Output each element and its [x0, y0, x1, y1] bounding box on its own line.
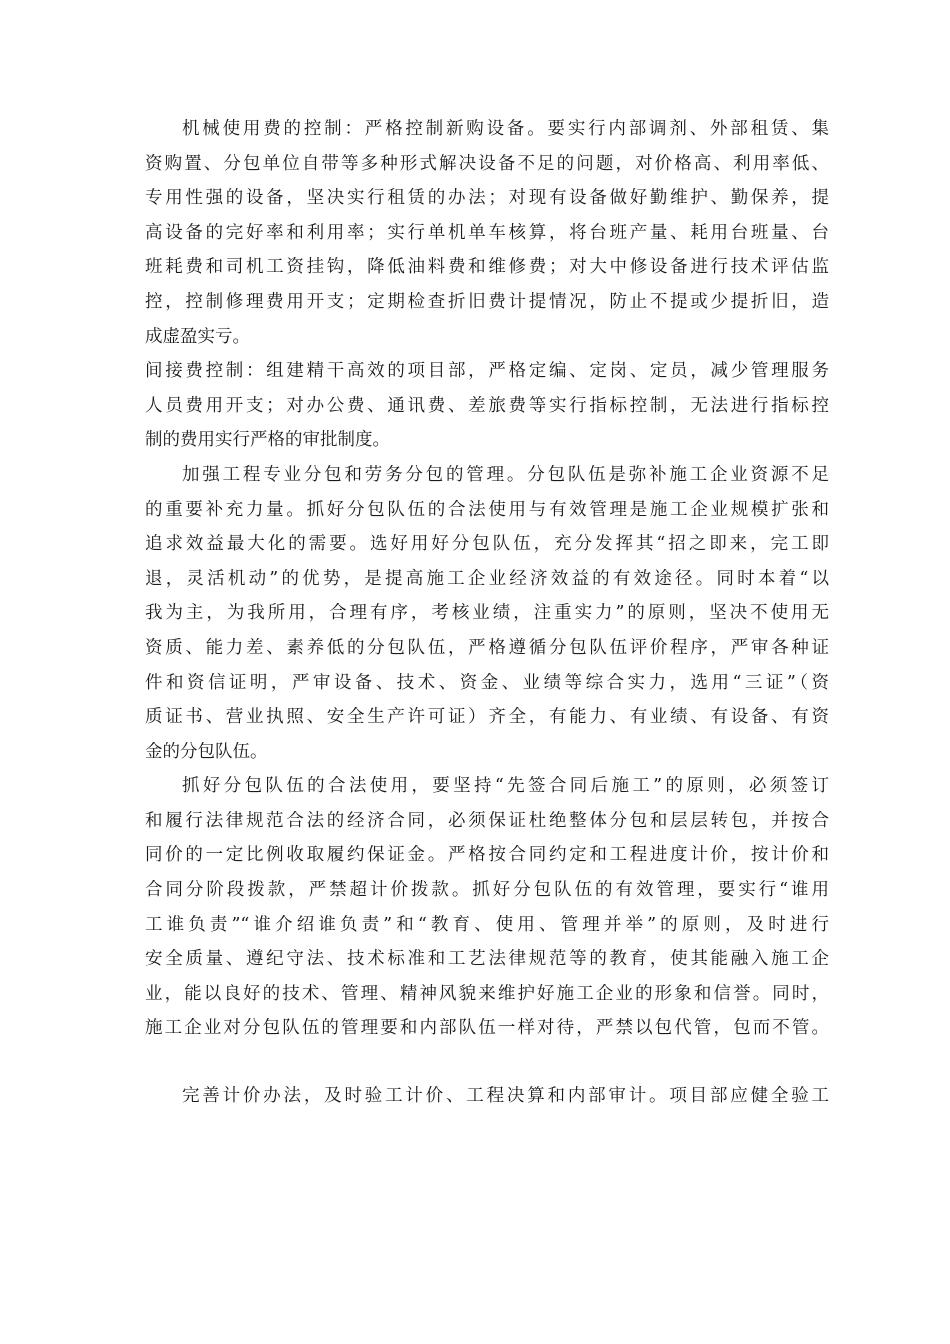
text-line: 控，控制修理费用开支；定期检查折旧费计提情况，防止不提或少提折旧，造 — [145, 291, 829, 312]
text-line: 加强工程专业分包和劳务分包的管理。分包队伍是弥补施工企业资源不足 — [182, 464, 829, 485]
text-line: 资质、能力差、素养低的分包队伍，严格遵循分包队伍评价程序，严审各种证 — [145, 637, 829, 658]
text-line: 件和资信证明，严审设备、技术、资金、业绩等综合实力，选用“三证”（资 — [145, 672, 829, 693]
paragraph — [145, 354, 829, 458]
paragraph — [145, 458, 829, 769]
text-line: 完善计价办法，及时验工计价、工程决算和内部审计。项目部应健全验工 — [182, 1086, 829, 1107]
text-line: 抓好分包队伍的合法使用，要坚持“先签合同后施工”的原则，必须签订 — [182, 776, 829, 797]
text-line: 资购置、分包单位自带等多种形式解决设备不足的问题，对价格高、利用率低、 — [145, 153, 829, 174]
text-line: 同价的一定比例收取履约保证金。严格按合同约定和工程进度计价，按计价和 — [145, 845, 829, 866]
text-line: 我为主，为我所用，合理有序，考核业绩，注重实力”的原则，坚决不使用无 — [145, 603, 829, 624]
text-line: 高设备的完好率和利用率；实行单机单车核算，将台班产量、耗用台班量、台 — [145, 222, 829, 243]
text-line: 施工企业对分包队伍的管理要和内部队伍一样对待，严禁以包代管，包而不管。 — [145, 1018, 829, 1039]
text-line: 质证书、营业执照、安全生产许可证）齐全，有能力、有业绩、有设备、有资 — [145, 707, 829, 728]
paragraph-gap — [145, 1046, 829, 1079]
text-line: 和履行法律规范合法的经济合同，必须保证杜绝整体分包和层层转包，并按合 — [145, 810, 829, 831]
text-line: 退，灵活机动”的优势，是提高施工企业经济效益的有效途径。同时本着“以 — [145, 568, 829, 589]
text-line: 金的分包队伍。 — [145, 741, 268, 762]
document-page — [145, 112, 829, 1114]
text-line: 专用性强的设备，坚决实行租赁的办法；对现有设备做好勤维护、勤保养，提 — [145, 188, 829, 209]
text-line: 合同分阶段拨款，严禁超计价拨款。抓好分包队伍的有效管理，要实行“谁用 — [145, 880, 829, 901]
text-line: 安全质量、遵纪守法、技术标准和工艺法律规范等的教育，使其能融入施工企 — [145, 949, 829, 970]
paragraph — [145, 769, 829, 1046]
text-line: 业，能以良好的技术、管理、精神风貌来维护好施工企业的形象和信誉。同时， — [145, 983, 829, 1004]
text-line: 追求效益最大化的需要。选好用好分包队伍，充分发挥其“招之即来，完工即 — [145, 534, 829, 555]
text-line: 工谁负责”“谁介绍谁负责”和“教育、使用、管理并举”的原则，及时进行 — [145, 914, 829, 935]
paragraph — [145, 112, 829, 354]
text-line: 制的费用实行严格的审批制度。 — [145, 430, 390, 451]
paragraph — [145, 1079, 829, 1114]
text-line: 人员费用开支；对办公费、通讯费、差旅费等实行指标控制，无法进行指标控 — [145, 395, 829, 416]
text-line: 成虚盈实亏。 — [145, 326, 250, 347]
text-line: 班耗费和司机工资挂钩，降低油料费和维修费；对大中修设备进行技术评估监 — [145, 257, 829, 278]
text-line: 机械使用费的控制：严格控制新购设备。要实行内部调剂、外部租赁、集 — [182, 119, 829, 139]
text-line: 间接费控制：组建精干高效的项目部，严格定编、定岗、定员，减少管理服务 — [145, 361, 829, 382]
text-line: 的重要补充力量。抓好分包队伍的合法使用与有效管理是施工企业规模扩张和 — [145, 499, 829, 520]
